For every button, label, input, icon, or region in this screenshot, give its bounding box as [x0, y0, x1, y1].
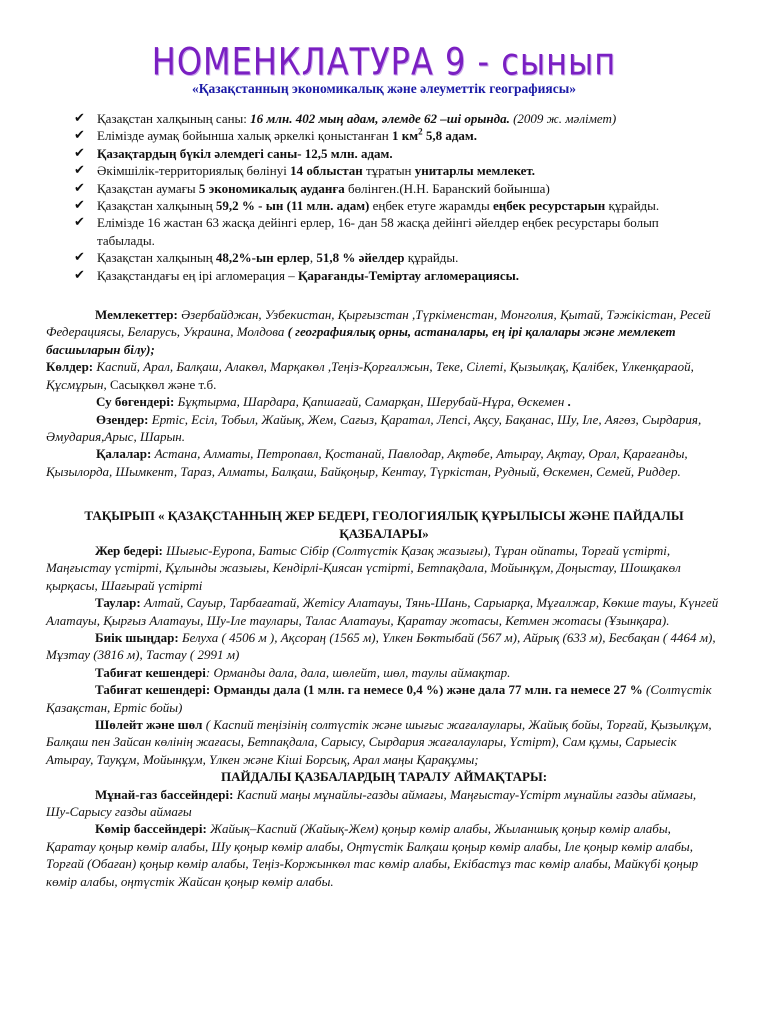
title-block — [0, 39, 768, 84]
checkmark-icon: ✔ — [74, 111, 85, 126]
list-item: ✔ Елімізде аумақ бойынша халық әркелкі қоныстанған 1 $км^2$ 5,8 адам. — [74, 127, 478, 144]
list-item: ✔ Қазақстан халқының 48,2%-ын ерлер, 51,8 % әйелдер құрайды. — [74, 250, 459, 266]
checkmark-icon: ✔ — [74, 250, 85, 266]
rivers-paragraph: Өзендер: Ертіс, Есіл, Тобыл, Жайық, Жем, Сағыз, Қаратал, Лепсі, Ақсу, Бақанас, Шу, Іле, Аягөз, Сырдария, Әмудария,Арыс, Шарын. — [46, 411, 702, 444]
checkmark-icon: ✔ — [74, 128, 85, 144]
list-item: ✔ Қазақтардың бүкіл әлемдегі саны- 12,5 млн. адам. — [74, 145, 393, 161]
checkmark-icon: ✔ — [74, 215, 85, 231]
mountains-paragraph: Таулар: Алтай, Сауыр, Тарбағатай, Жетісу Алатауы, Тянь-Шань, Сарыарқа, Мұғалжар, Көкше тауы, Күнгей Алатауы, Қырғыз Алатауы, Шу-Іле таулары, Талас Алатауы, Қаратау жотасы, Кетмен жотасы (Ұзынқара). — [46, 595, 719, 628]
list-item: ✔ Қазақстан аумағы 5 экономикалық ауданға бөлінген.(Н.Н. Баранский бойынша) — [74, 180, 550, 196]
checkmark-icon: ✔ — [74, 267, 85, 283]
list-item: ✔ Қазақстандағы ең ірі агломерация – Қарағанды-Теміртау агломерациясы. — [74, 267, 520, 283]
checkmark-icon: ✔ — [74, 180, 85, 196]
document-body — [0, 110, 768, 890]
natural-complexes-2: Табиғат кешендері: Орманды дала (1 млн. га немесе 0,4 %) және дала 77 млн. га немесе 27 % (Солтүстік Қазақстан, Ертіс бойы) — [46, 682, 712, 715]
topic-heading: ТАҚЫРЫП « ҚАЗАҚСТАННЫҢ ЖЕР БЕДЕРІ, ГЕОЛОГИЯЛЫҚ ҚҰРЫЛЫСЫ ЖӘНЕ ПАЙДАЛЫ ҚАЗБАЛАРЫ» — [84, 508, 684, 541]
lakes-paragraph: Көлдер: Каспий, Арал, Балқаш, Алакөл, Марқакөл ,Теңіз-Қорғалжын, Теке, Сілеті, Қызылқақ, Қалібек, Үлкенқараой, Құсмұрын, Сасықкөл және т.б. — [46, 359, 694, 392]
minerals-heading: ПАЙДАЛЫ ҚАЗБАЛАРДЫҢ ТАРАЛУ АЙМАҚТАРЫ: — [220, 769, 548, 785]
checkmark-icon: ✔ — [74, 145, 85, 161]
coal-paragraph: Көмір бассейндері: Жайық–Каспий (Жайық-Жем) қоңыр көмір алабы, Жыланшық қоңыр көмір алабы, Қаратау қоңыр көмір алабы, Шу қоңыр көмір алабы, Оңтүстік Балқаш қоңыр көмір алабы, Іле қоңыр көмір алабы, Торғай (Обаған) қоңыр көмір алабы, Теңіз-Коржынкөл тас көмір алабы, Екібастұз тас көмір алабы, Майкүбі қоңыр көмір алабы, оңтүстік Жайсан қоңыр көмір алабы. — [46, 821, 699, 889]
reservoirs-paragraph: Су бөгендері: Бұқтырма, Шардара, Қапшағай, Самарқан, Шерубай-Нұра, Өскемен . — [96, 394, 571, 410]
list-item: ✔ Қазақстан халқының саны: 16 млн. 402 мың адам, әлемде 62 –ші орында. (2009 ж. мәлімет) — [74, 111, 617, 126]
deserts-paragraph: Шөлейт және шөл ( Каспий теңізінің солтүстік және шығыс жағалаулары, Жайық бойы, Торғай, Қызылқұм, Балқаш пен Зайсан көлінің жағасы, Бетпақдала, Сарысу, Сырдария жағалаулары, Үстірт), Сам құмы, Сарыесік Атырау, Тауқұм, Мойынқұм, Үлкен және Кіші Борсық, Арал маңы Қарақұмы; — [46, 717, 712, 767]
page-title: НОМЕНКЛАТУРА 9 - сынып — [151, 39, 617, 84]
checklist — [0, 110, 768, 284]
list-item: ✔ Қазақстан халқының 59,2 % - ын (11 млн. адам) еңбек етуге жарамды еңбек ресурстарын құрайды. — [74, 198, 660, 214]
checkmark-icon: ✔ — [74, 163, 85, 179]
list-item: ✔ Елімізде 16 жастан 63 жасқа дейінгі ерлер, 16- дан 58 жасқа дейінгі әйелдер еңбек ресурстары болып табылады. — [74, 215, 659, 248]
relief-paragraph: Жер бедері: Шығыс-Еуропа, Батыс Сібір (Солтүстік Қазақ жазығы), Тұран ойпаты, Торғай үстірті, Маңғыстау үстірті, Құлынды жазығы, Кендірлі-Қиясан үстірті, Бетпақдала, Мойынқұм, Доңыстау, Шошқакөл қырқасы, Шағырай үстірті — [46, 542, 681, 593]
natural-complexes-1: Табиғат кешендері: Орманды дала, дала, шөлейт, шөл, таулы аймақтар. — [95, 664, 511, 680]
peaks-paragraph: Биік шыңдар: Белуха ( 4506 м ), Ақсораң (1565 м), Үлкен Бөктыбай (567 м), Айрық (633 м), Бесбақан ( 4464 м), Мұзтау (3816 м), Тастау ( 2991 м) — [46, 629, 716, 663]
checkmark-icon: ✔ — [74, 198, 85, 214]
list-item: ✔ Әкімшілік-территориялық бөлінуі 14 облыстан тұратын унитарлы мемлекет. — [74, 163, 536, 179]
oil-gas-paragraph: Мұнай-газ бассейндері: Каспий маңы мұнайлы-газды аймағы, Маңғыстау-Үстірт мұнайлы газды аймағы, Шу-Сарысу газды аймағы — [46, 786, 697, 820]
cities-paragraph: Қалалар: Астана, Алматы, Петропавл, Қостанай, Павлодар, Ақтөбе, Атырау, Ақтау, Орал, Қарағанды, Қызылорда, Шымкент, Тараз, Алматы, Балқаш, Байқоңыр, Кентау, Түркістан, Рудный, Өскемен, Семей, Риддер. — [46, 446, 688, 479]
states-paragraph: Мемлекеттер: Әзербайджан, Узбекистан, Қырғызстан ,Түркіменстан, Монголия, Қытай, Тәжікістан, Ресей Федерациясы, Беларусь, Украина, Молдова ( географиялық орны, астаналары, ең ірі қалалары және мемлекет басшыларын білу); — [46, 307, 711, 357]
page-subtitle: «Қазақстанның экономикалық және әлеуметтік географиясы» — [191, 81, 577, 96]
